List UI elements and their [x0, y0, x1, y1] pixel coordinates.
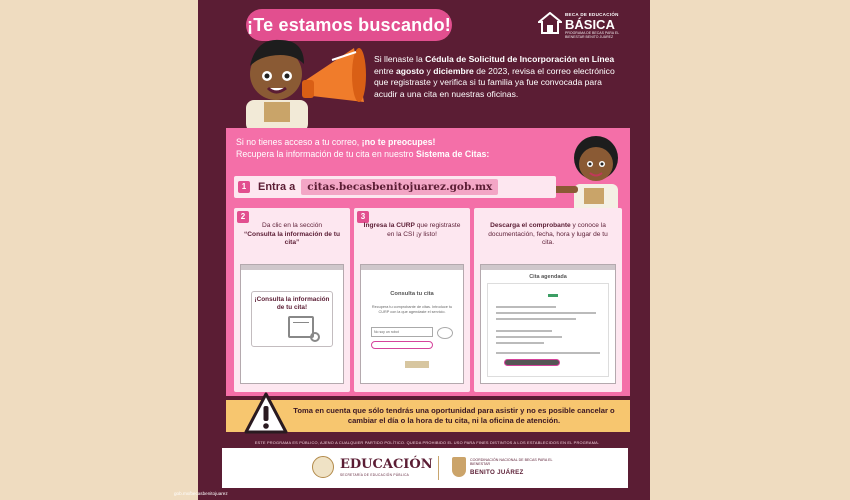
screenshot-bar — [481, 265, 615, 270]
sep-seal-icon — [312, 456, 334, 478]
educacion-sub: SECRETARÍA DE EDUCACIÓN PÚBLICA — [340, 473, 410, 477]
text-line — [496, 312, 596, 314]
step-3-line: que registraste en la CSI ¡y listo! — [387, 222, 461, 238]
buscar-button[interactable] — [405, 361, 429, 368]
intro-bold: agosto — [395, 65, 425, 76]
consulta-cita-text: Recupera tu comprobante de citas. Introduce tu CURP con la que agendaste el servicio. — [371, 305, 453, 314]
screenshot-consulta-cita — [360, 264, 464, 384]
step-2 — [234, 208, 350, 392]
text-line — [496, 306, 556, 308]
screenshot-cita-agendada — [480, 264, 616, 384]
social-link[interactable]: gob.mx/becasbenitojuarez — [174, 491, 228, 496]
step-number: 2 — [237, 211, 249, 223]
house-logo-icon — [538, 12, 562, 34]
step-4-line: y conoce la documentación, fecha, hora y lugar de tu cita. — [488, 222, 608, 246]
intro-part: Si llenaste la — [374, 54, 426, 64]
magnifier-icon — [310, 332, 320, 342]
headline: ¡Te estamos buscando! — [246, 9, 452, 41]
panel-text: Recupera la información de tu cita en nuestro — [236, 149, 416, 159]
step-1 — [234, 176, 556, 198]
screenshot-bar — [361, 265, 463, 270]
consulta-info-box[interactable] — [251, 291, 333, 347]
brand-sub: PROGRAMA DE BECAS PARA EL BIENESTAR BENITO JUÁREZ — [565, 31, 620, 39]
site-url-link[interactable]: citas.becasbenitojuarez.gob.mx — [301, 179, 498, 195]
coordinacion-text: COORDINACIÓN NACIONAL DE BECAS PARA EL BIENESTAR — [470, 458, 553, 467]
intro-part: y — [424, 65, 434, 76]
intro-part: de 2023, revisa el correo electrónico que registraste y verifica si tu familia ya fue convocada para acudir a una cita en nuestras oficinas. — [374, 65, 615, 99]
intro-bold: Cédula de Solicitud de Incorporación en Línea — [425, 54, 615, 64]
cita-agendada-title: Cita agendada — [529, 274, 567, 280]
download-button[interactable] — [504, 359, 560, 366]
panel-text: Si no tienes acceso a tu correo, — [236, 137, 362, 147]
captcha-icon — [437, 327, 453, 339]
intro-bold: diciembre — [433, 65, 474, 76]
consulta-box-label: ¡Consulta la información de tu cita! — [254, 296, 330, 311]
text-line — [496, 342, 544, 344]
text-line — [496, 318, 576, 320]
step-3-text — [362, 222, 462, 239]
intro-part: entre — [374, 65, 396, 76]
panel-heading — [236, 136, 536, 160]
status-badge — [548, 294, 558, 297]
brand-small: BECA DE EDUCACIÓN — [565, 12, 619, 17]
divider — [438, 456, 439, 480]
text-line — [496, 352, 600, 354]
girl-illustration — [554, 128, 632, 214]
step-number: 3 — [357, 211, 369, 223]
screenshot-bar — [241, 265, 343, 270]
step-2-bold: “Consulta la información de tu cita” — [244, 230, 340, 246]
text-line — [496, 336, 562, 338]
cita-summary-card — [487, 283, 609, 377]
panel-bold: Sistema de Citas: — [415, 149, 490, 159]
shield-icon — [452, 457, 466, 477]
educacion-logo: EDUCACIÓN — [340, 457, 433, 472]
boy-megaphone-illustration — [236, 30, 366, 132]
consulta-cita-title: Consulta tu cita — [390, 291, 434, 297]
step-3-bold: Ingresa la CURP — [363, 222, 415, 229]
footer-logos — [222, 448, 628, 488]
step-number: 1 — [238, 181, 250, 193]
captcha-field[interactable]: No soy un robot — [371, 327, 433, 337]
panel-bold: ¡no te preocupes! — [361, 137, 436, 147]
intro-text — [374, 54, 624, 100]
text-line — [496, 330, 552, 332]
brand-big: BÁSICA — [565, 17, 615, 32]
step-2-line: Da clic en la sección — [261, 222, 323, 229]
warning-banner — [226, 400, 630, 432]
step-4 — [474, 208, 622, 392]
beca-basica-logo — [538, 10, 644, 38]
step-2-text — [242, 222, 342, 248]
step-1-label: Entra a — [258, 181, 296, 193]
warning-text: Toma en cuenta que sólo tendrás una oportunidad para asistir y no es posible cancelar o cambiar el día o la hora de tu cita, ni la oficina de atención. — [293, 406, 615, 425]
poster — [198, 0, 650, 500]
steps-panel — [226, 128, 630, 396]
disclaimer: ESTE PROGRAMA ES PÚBLICO, AJENO A CUALQUIER PARTIDO POLÍTICO. QUEDA PROHIBIDO EL USO PARA FINES DISTINTOS A LOS ESTABLECIDOS EN EL PROGRAMA. — [254, 440, 600, 445]
warning-icon — [244, 392, 288, 434]
step-3 — [354, 208, 470, 392]
step-4-bold: Descarga el comprobante — [490, 222, 571, 229]
curp-input[interactable] — [371, 341, 433, 349]
step-4-text — [482, 222, 614, 248]
benito-juarez-logo: BENITO JUÁREZ — [470, 469, 524, 476]
screenshot-consulta — [240, 264, 344, 384]
